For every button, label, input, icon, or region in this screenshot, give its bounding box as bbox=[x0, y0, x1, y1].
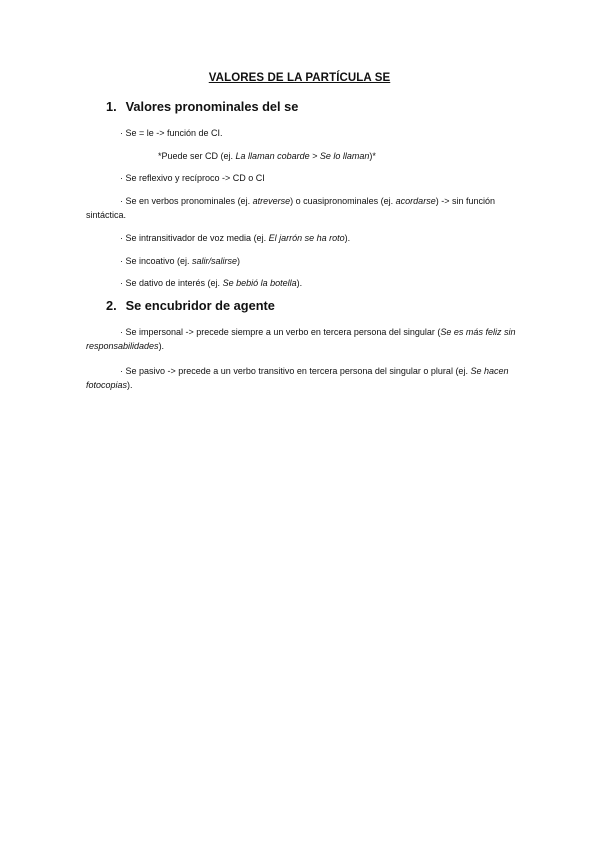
example-text: Se es más feliz sin responsabilidades bbox=[86, 327, 516, 351]
example-text: El jarrón se ha roto bbox=[268, 233, 345, 243]
paragraph bbox=[86, 325, 516, 353]
paragraph-text: · Se en verbos pronominales (ej. bbox=[120, 196, 253, 206]
paragraph-text: ). bbox=[127, 380, 133, 390]
section-title: Se encubridor de agente bbox=[125, 298, 275, 313]
section-title: Valores pronominales del se bbox=[125, 99, 299, 114]
example-text: atreverse bbox=[252, 196, 291, 206]
paragraph-text: · Se dativo de interés (ej. bbox=[120, 278, 223, 288]
paragraph bbox=[86, 194, 516, 222]
paragraph bbox=[86, 126, 516, 140]
example-text: acordarse bbox=[395, 196, 436, 206]
paragraph-text: ) -> sin función sintáctica. bbox=[86, 196, 495, 220]
paragraph-text: )* bbox=[369, 151, 376, 161]
paragraph bbox=[86, 171, 516, 185]
paragraph-text: ). bbox=[344, 233, 351, 243]
paragraph bbox=[86, 254, 516, 268]
document-title: VALORES DE LA PARTÍCULA SE bbox=[208, 72, 391, 84]
paragraph-text: · Se = le -> función de CI. bbox=[120, 128, 223, 138]
example-text: salir/salirse bbox=[192, 256, 238, 266]
section-number: 1. bbox=[106, 99, 117, 114]
section-heading-1 bbox=[106, 99, 298, 114]
paragraph-note bbox=[158, 149, 518, 163]
paragraph bbox=[86, 364, 516, 392]
section-heading-2 bbox=[106, 298, 275, 313]
example-text: Se hacen fotocopias bbox=[86, 366, 509, 390]
paragraph-text: ) bbox=[237, 256, 241, 266]
paragraph-text: · Se reflexivo y recíproco -> CD o CI bbox=[120, 173, 265, 183]
paragraph-text: · Se intransitivador de voz media (ej. bbox=[120, 233, 269, 243]
paragraph-text: ). bbox=[158, 341, 165, 351]
paragraph bbox=[86, 231, 516, 245]
paragraph-text: · Se impersonal -> precede siempre a un verbo en tercera persona del singular ( bbox=[120, 327, 441, 337]
paragraph-text: ). bbox=[296, 278, 303, 288]
example-text: La llaman cobarde > Se lo llaman bbox=[235, 151, 370, 161]
example-text: Se bebió la botella bbox=[222, 278, 297, 288]
paragraph-text: ) o cuasipronominales (ej. bbox=[290, 196, 396, 206]
paragraph-text: · Se pasivo -> precede a un verbo transitivo en tercera persona del singular o plural (ej. bbox=[120, 366, 471, 376]
section-number: 2. bbox=[106, 298, 117, 313]
paragraph-text: *Puede ser CD (ej. bbox=[158, 151, 236, 161]
paragraph bbox=[86, 276, 516, 290]
paragraph-text: · Se incoativo (ej. bbox=[120, 256, 193, 266]
